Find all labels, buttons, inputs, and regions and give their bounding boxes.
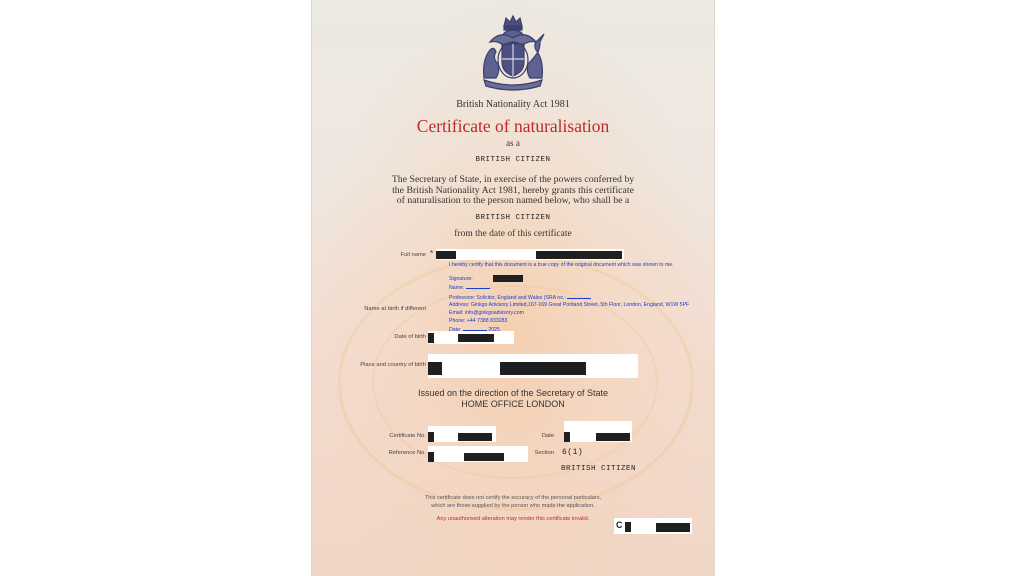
reference-no-label: Reference No. (388, 450, 426, 456)
citizenship-status: BRITISH CITIZEN (475, 156, 551, 164)
notary-phone: Phone: +44 7388 833283 (449, 317, 508, 324)
redaction-bar (458, 433, 492, 441)
footer-warning: Any unauthorised alteration may render this certificate invalid. (436, 516, 590, 522)
paragraph-line: the British Nationality Act 1981, hereby grants this certificate (392, 184, 634, 196)
notary-signature: Signature: (449, 276, 711, 284)
royal-crest-icon (470, 12, 556, 94)
redaction-bar (428, 333, 434, 343)
footer-line: which are those supplied by the person who made the application. (431, 503, 595, 509)
redaction-bar (564, 432, 570, 442)
section-label: Section (534, 450, 554, 456)
redaction-bar (500, 362, 586, 375)
name-at-birth-label: Name at birth if different (364, 306, 426, 312)
paragraph-line: of naturalisation to the person named below, who shall be a (396, 195, 630, 206)
footer-line: This certificate does not certify the accuracy of the personal particulars, (424, 495, 602, 501)
redaction-bar (428, 432, 434, 442)
paragraph-line: The Secretary of State, in exercise of the powers conferred by (391, 174, 635, 185)
citizenship-status: BRITISH CITIZEN (561, 465, 637, 473)
citizenship-status: BRITISH CITIZEN (475, 214, 551, 222)
notary-email: Email: info@ginkgoadvisory.com (449, 309, 524, 316)
notary-address: Address: Ginkgo Advisory Limited,167-169 Great Portland Street, 5th Floor, London, England, W1W 5PF (449, 302, 690, 309)
notary-name: Name: (449, 283, 711, 293)
redaction-bar (656, 523, 690, 532)
as-a-text: as a (506, 138, 520, 148)
certificate-no-label: Certificate No. (389, 433, 426, 439)
grant-paragraph (312, 175, 714, 207)
section-value: 6(1) (562, 448, 584, 457)
notary-statement: I hereby certify that this document is a true copy of the original document which was shown to me. (449, 262, 674, 268)
issued-line: Issued on the direction of the Secretary of State (417, 388, 609, 398)
redaction-bar (536, 251, 622, 259)
redaction-bar (596, 433, 630, 441)
issued-office: HOME OFFICE LONDON (461, 398, 565, 409)
from-date-text: from the date of this certificate (454, 229, 572, 239)
footer-disclaimer (312, 494, 714, 510)
certificate-title: Certificate of naturalisation (416, 116, 610, 136)
redaction-bar (458, 334, 494, 342)
asterisk-mark: * (430, 249, 434, 258)
naturalisation-certificate (311, 0, 715, 576)
redaction-bar (625, 522, 631, 532)
serial-prefix: C (616, 520, 623, 530)
full-name-label: Full name (400, 252, 426, 258)
redaction-bar (428, 452, 434, 462)
place-of-birth-label: Place and country of birth (360, 362, 426, 368)
notary-certification (449, 262, 711, 335)
redaction-bar (436, 251, 456, 259)
issued-block (312, 388, 714, 409)
act-heading: British Nationality Act 1981 (456, 99, 570, 110)
date-label: Date (541, 433, 554, 439)
redaction-bar (428, 362, 442, 375)
redaction-bar (464, 453, 504, 461)
date-of-birth-label: Date of birth (394, 334, 426, 340)
notary-profession: Profession: Solicitor, England and Wales (SRA no.: (449, 293, 711, 303)
